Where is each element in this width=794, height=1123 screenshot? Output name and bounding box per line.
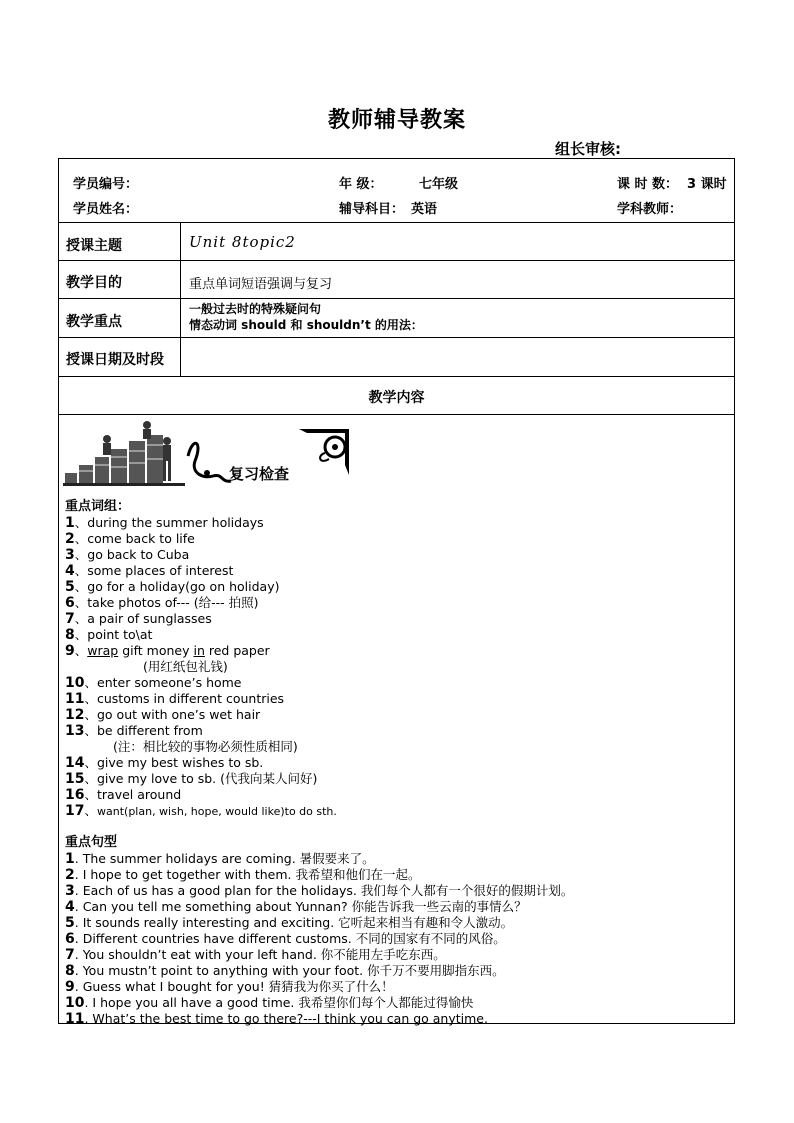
- list-item: 16、travel around: [65, 787, 182, 803]
- list-item: 4、some places of interest: [65, 563, 234, 579]
- list-note: (注：相比较的事物必须性质相同): [113, 739, 298, 754]
- topic-value: Unit 8topic2: [189, 233, 296, 251]
- focus-line-1: 一般过去时的特殊疑问句: [189, 302, 322, 316]
- list-item: 10. I hope you all have a good time. 我希望你们每个人都能过得愉快: [65, 995, 474, 1011]
- divider: [59, 337, 734, 338]
- list-item: 9. Guess what I bought for you! 猜猜我为你买了什么！: [65, 979, 394, 995]
- list-item: 3. Each of us has a good plan for the holidays. 我们每个人都有一个很好的假期计划。: [65, 883, 574, 899]
- divider: [59, 222, 734, 223]
- phrases-title: 重点词组：: [65, 499, 131, 514]
- list-item: 7. You shouldn’t eat with your left hand. 你不能用左手吃东西。: [65, 947, 446, 963]
- list-item: 13、be different from: [65, 723, 203, 739]
- reviewer-label: 组长审核:: [555, 140, 621, 158]
- list-item: 15、give my love to sb. (代我向某人问好): [65, 771, 318, 787]
- divider: [59, 376, 734, 377]
- list-item: 5. It sounds really interesting and exciting. 它听起来相当有趣和令人激动。: [65, 915, 514, 931]
- date-label: 授课日期及时段: [66, 352, 164, 368]
- focus-line-2: 情态动词 should 和 shouldn’t 的用法：: [189, 318, 423, 332]
- subject-label: 辅导科目：: [339, 202, 405, 217]
- list-note: (用红纸包礼钱): [143, 659, 228, 674]
- list-item: 8、point to\at: [65, 627, 153, 643]
- list-item: 2. I hope to get together with them. 我希望和他们在一起。: [65, 867, 421, 883]
- divider: [59, 414, 734, 415]
- grade-label: 年 级：: [339, 177, 383, 192]
- list-item: 7、a pair of sunglasses: [65, 611, 212, 627]
- divider: [59, 260, 734, 261]
- list-item: 4. Can you tell me something about Yunnan? 你能告诉我一些云南的事情么？: [65, 899, 527, 915]
- topic-label: 授课主题: [66, 238, 122, 254]
- list-item: 9、wrap gift money in red paper: [65, 643, 270, 659]
- content-heading: 教学内容: [368, 390, 425, 406]
- list-item: 6、take photos of--- (给--- 拍照): [65, 595, 259, 611]
- divider: [59, 298, 734, 299]
- lesson-plan-table: [58, 158, 735, 1027]
- grade-value: 七年级: [419, 177, 459, 192]
- list-item: 8. You mustn’t point to anything with your foot. 你千万不要用脚指东西。: [65, 963, 505, 979]
- list-item: 17、want(plan, wish, hope, would like)to do sth.: [65, 803, 337, 819]
- list-item: 12、go out with one’s wet hair: [65, 707, 261, 723]
- hours-label: 课 时 数：: [617, 177, 679, 192]
- list-item: 11. What’s the best time to go there?---I think you can go anytime.: [65, 1011, 488, 1027]
- page-title: 教师辅导教案: [327, 108, 466, 133]
- goal-value: 重点单词短语强调与复习: [189, 277, 333, 292]
- goal-label: 教学目的: [66, 275, 122, 291]
- phrase-list: [65, 499, 337, 820]
- list-item: 11、customs in different countries: [65, 691, 285, 707]
- flourish-icon: [188, 443, 231, 481]
- list-item: 14、give my best wishes to sb.: [65, 755, 264, 771]
- list-item: 5、go for a holiday(go on holiday): [65, 579, 280, 595]
- student-id-label: 学员编号：: [73, 177, 139, 192]
- subject-value: 英语: [411, 202, 438, 217]
- teacher-label: 学科教师：: [617, 202, 683, 217]
- list-item: 2、come back to life: [65, 531, 195, 547]
- review-banner-illustration: [63, 421, 353, 491]
- sentence-list: [65, 835, 573, 1027]
- student-name-label: 学员姓名：: [73, 202, 139, 217]
- sentences-title: 重点句型: [65, 835, 118, 850]
- hours-value: 3 课时: [687, 177, 727, 192]
- column-divider: [180, 222, 181, 376]
- list-item: 1. The summer holidays are coming. 暑假要来了。: [65, 851, 375, 867]
- focus-label: 教学重点: [66, 314, 122, 330]
- list-item: 10、enter someone’s home: [65, 675, 242, 691]
- corner-ornament-icon: [299, 429, 349, 475]
- list-item: 6. Different countries have different customs. 不同的国家有不同的风俗。: [65, 931, 506, 947]
- review-title: 复习检查: [229, 465, 290, 483]
- list-item: 1、during the summer holidays: [65, 515, 264, 531]
- list-item: 3、go back to Cuba: [65, 547, 190, 563]
